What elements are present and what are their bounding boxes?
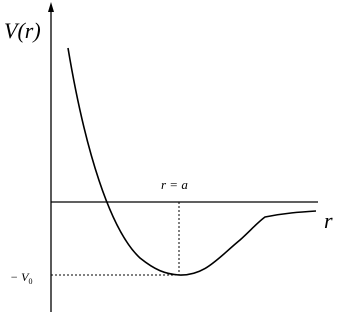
y-axis-arrowhead	[48, 2, 54, 12]
well-depth-label: − V0	[10, 270, 33, 286]
x-axis-label: r	[324, 208, 333, 233]
y-axis-label: V(r)	[4, 18, 41, 43]
minimum-position-label: r = a	[161, 177, 188, 192]
potential-curve	[68, 48, 316, 275]
